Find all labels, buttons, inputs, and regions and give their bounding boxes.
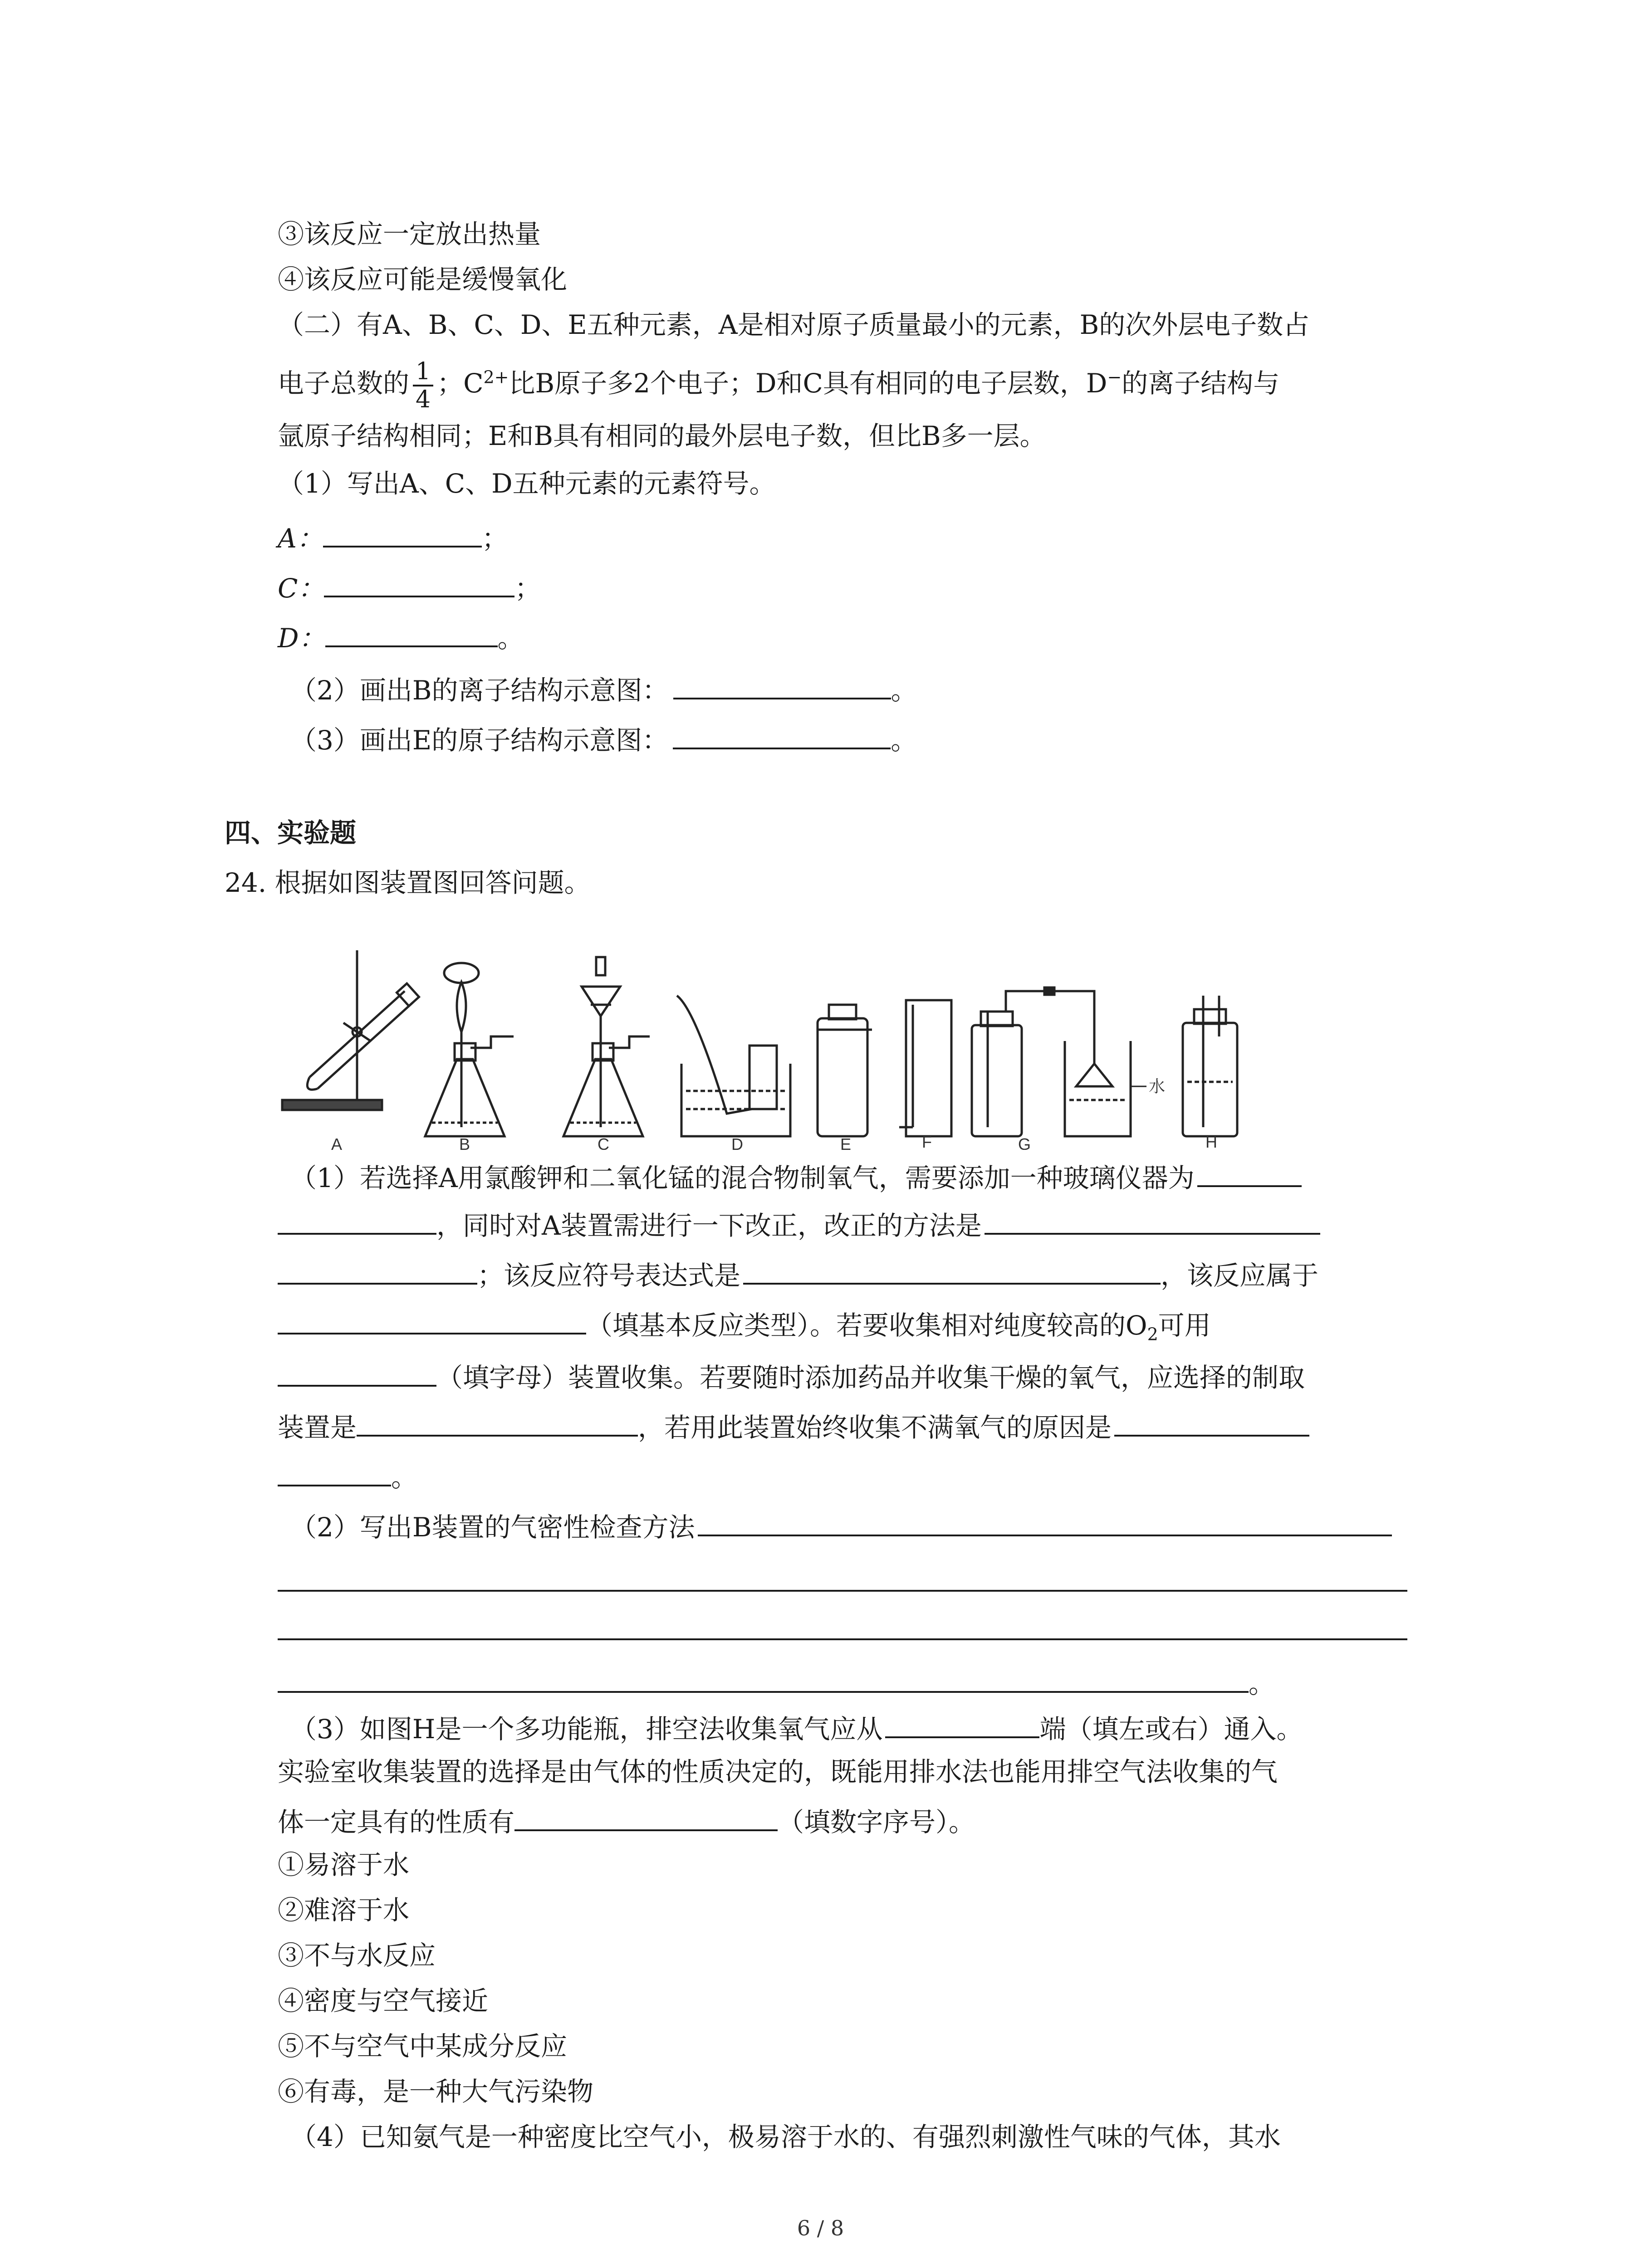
- figure-label-b: B: [459, 1135, 470, 1150]
- part2-intro-line1: （二）有A、B、C、D、E五种元素，A是相对原子质量最小的元素，B的次外层电子数占: [278, 309, 1310, 340]
- question-3-text: （3）画出E的原子结构示意图：: [290, 725, 669, 756]
- figure-label-d: D: [731, 1135, 743, 1150]
- figure-label-g: G: [1018, 1135, 1031, 1150]
- apparatus-e-icon: [818, 1005, 872, 1136]
- figure-label-e: E: [840, 1135, 852, 1150]
- apparatus-a-icon: [282, 950, 419, 1110]
- part2-text: 电子总数的: [278, 368, 410, 399]
- p1-line4: [278, 1306, 1211, 1351]
- statement-4: ④该反应可能是缓慢氧化: [278, 264, 568, 295]
- option-2: ②难溶于水: [278, 1895, 410, 1926]
- subscript-2: 2: [1147, 1324, 1158, 1344]
- p3-text: （3）如图H是一个多功能瓶，排空法收集氧气应从: [290, 1714, 883, 1745]
- question-3-end: 。: [891, 725, 917, 756]
- answer-property-blank[interactable]: [514, 1803, 778, 1831]
- answer-a-row: [278, 519, 508, 555]
- option-6: ⑥有毒，是一种大气污染物: [278, 2076, 594, 2107]
- answer-c-blank[interactable]: [324, 569, 514, 597]
- p1-line6: [278, 1408, 1309, 1444]
- answer-a-end: ；: [481, 523, 508, 554]
- p3-text: 体一定具有的性质有: [278, 1807, 515, 1838]
- answer-d-row: [278, 619, 524, 655]
- part2-intro-line2: [278, 358, 1279, 413]
- option-3: ③不与水反应: [278, 1940, 436, 1971]
- p1-line1: [290, 1159, 1302, 1194]
- answer-c-label: C：: [278, 573, 324, 604]
- part2-question-2: [290, 671, 917, 707]
- p2-line: [290, 1508, 1392, 1544]
- question-24: 24. 根据如图装置图回答问题。: [225, 867, 591, 898]
- answer-e-atom-blank[interactable]: [673, 721, 891, 749]
- answer-airtight-blank-3[interactable]: [278, 1638, 1407, 1640]
- apparatus-figure: [278, 937, 1258, 1150]
- statement-3: ③该反应一定放出热量: [278, 219, 541, 249]
- question-2-text: （2）画出B的离子结构示意图：: [290, 675, 669, 706]
- answer-reason-blank-1[interactable]: [1114, 1408, 1309, 1437]
- answer-reaction-type-blank[interactable]: [278, 1306, 586, 1334]
- p3-text: （填数字序号）。: [778, 1807, 975, 1838]
- part2-text: 的离子结构与: [1122, 368, 1280, 399]
- p1-text: ，同时对A装置需进行一下改正，改正的方法是: [436, 1210, 982, 1241]
- p1-text: ，该反应属于: [1161, 1260, 1319, 1291]
- answer-d-label: D：: [278, 623, 325, 654]
- apparatus-b-icon: [425, 963, 514, 1136]
- p1-text: （1）若选择A用氯酸钾和二氧化锰的混合物制氧气，需要添加一种玻璃仪器为: [290, 1163, 1195, 1193]
- part2-question-3: [290, 721, 917, 757]
- charge-superscript: −: [1107, 367, 1122, 387]
- section-heading: 四、实验题: [225, 817, 357, 848]
- answer-c-end: ；: [514, 573, 541, 604]
- p2-text: （2）写出B装置的气密性检查方法: [290, 1512, 695, 1543]
- fraction-denominator: 4: [416, 386, 431, 413]
- answer-collect-device-blank[interactable]: [278, 1359, 436, 1387]
- fraction-one-quarter: [413, 358, 433, 413]
- p3-text: 端（填左或右）通入。: [1039, 1714, 1303, 1745]
- answer-airtight-blank-4[interactable]: [278, 1665, 1249, 1693]
- answer-airtight-blank-2[interactable]: [278, 1590, 1407, 1592]
- figure-label-a: A: [331, 1135, 343, 1150]
- apparatus-g-icon: [972, 987, 1131, 1136]
- fraction-numerator: 1: [413, 358, 433, 386]
- figure-label-h: H: [1205, 1133, 1217, 1150]
- p3-line3: [278, 1803, 975, 1838]
- answer-reason-blank-2[interactable]: [278, 1458, 391, 1486]
- answer-apparatus-blank[interactable]: [357, 1408, 638, 1437]
- p1-line3: [278, 1256, 1318, 1292]
- answer-c-row: [278, 569, 541, 605]
- part2-question-1: （1）写出A、C、D五种元素的元素符号。: [278, 468, 776, 499]
- figure-label-water: 水: [1149, 1077, 1166, 1095]
- answer-correction-blank-2[interactable]: [278, 1256, 477, 1285]
- answer-airtight-blank-1[interactable]: [698, 1508, 1392, 1536]
- figure-label-c: C: [598, 1135, 609, 1150]
- apparatus-d-icon: [677, 996, 790, 1136]
- answer-b-ion-blank[interactable]: [673, 671, 891, 699]
- part2-text: 比B原子多2个电子；D和C具有相同的电子层数，D: [509, 368, 1107, 399]
- option-1: ①易溶于水: [278, 1849, 410, 1880]
- question-2-end: 。: [891, 675, 917, 706]
- part2-intro-line3: 氩原子结构相同；E和B具有相同的最外层电子数，但比B多一层。: [278, 420, 1046, 451]
- p1-text: （填基本反应类型）。若要收集相对纯度较高的O: [586, 1310, 1147, 1341]
- answer-glass-instrument-blank-2[interactable]: [278, 1207, 436, 1235]
- figure-label-f: F: [922, 1133, 932, 1150]
- answer-glass-instrument-blank-1[interactable]: [1197, 1159, 1302, 1187]
- part2-text: ；C: [437, 368, 484, 399]
- p1-line7: [278, 1458, 417, 1494]
- answer-correction-blank-1[interactable]: [985, 1207, 1320, 1235]
- p1-text: （填字母）装置收集。若要随时添加药品并收集干燥的氧气，应选择的制取: [436, 1362, 1305, 1393]
- p1-text: 装置是: [278, 1412, 357, 1443]
- answer-a-blank[interactable]: [323, 519, 482, 547]
- answer-equation-blank[interactable]: [743, 1256, 1161, 1285]
- p1-text: 。: [391, 1462, 418, 1493]
- p3-line1: [290, 1710, 1303, 1745]
- page-number: 6 / 8: [797, 2216, 844, 2240]
- option-4: ④密度与空气接近: [278, 1985, 489, 2016]
- p1-text: 可用: [1158, 1310, 1211, 1341]
- p2-last-line: [278, 1665, 1275, 1700]
- p1-line5: [278, 1359, 1305, 1394]
- p1-text: ，若用此装置始终收集不满氧气的原因是: [638, 1412, 1112, 1443]
- answer-d-end: 。: [497, 623, 524, 654]
- p2-end: 。: [1249, 1668, 1275, 1699]
- answer-inlet-end-blank[interactable]: [885, 1710, 1039, 1738]
- p4-line1: （4）已知氨气是一种密度比空气小，极易溶于水的、有强烈刺激性气味的气体，其水: [290, 2121, 1281, 2152]
- option-5: ⑤不与空气中某成分反应: [278, 2031, 568, 2062]
- answer-d-blank[interactable]: [325, 619, 498, 647]
- apparatus-c-icon: [563, 957, 650, 1136]
- p3-line2: 实验室收集装置的选择是由气体的性质决定的，既能用排水法也能用排空气法收集的气: [278, 1756, 1278, 1787]
- charge-superscript: 2+: [483, 367, 509, 387]
- apparatus-f-icon: [899, 1000, 951, 1136]
- p1-text: ；该反应符号表达式是: [477, 1260, 741, 1291]
- answer-a-label: A：: [278, 523, 323, 554]
- p1-line2: [278, 1207, 1320, 1242]
- apparatus-h-icon: [1183, 996, 1237, 1136]
